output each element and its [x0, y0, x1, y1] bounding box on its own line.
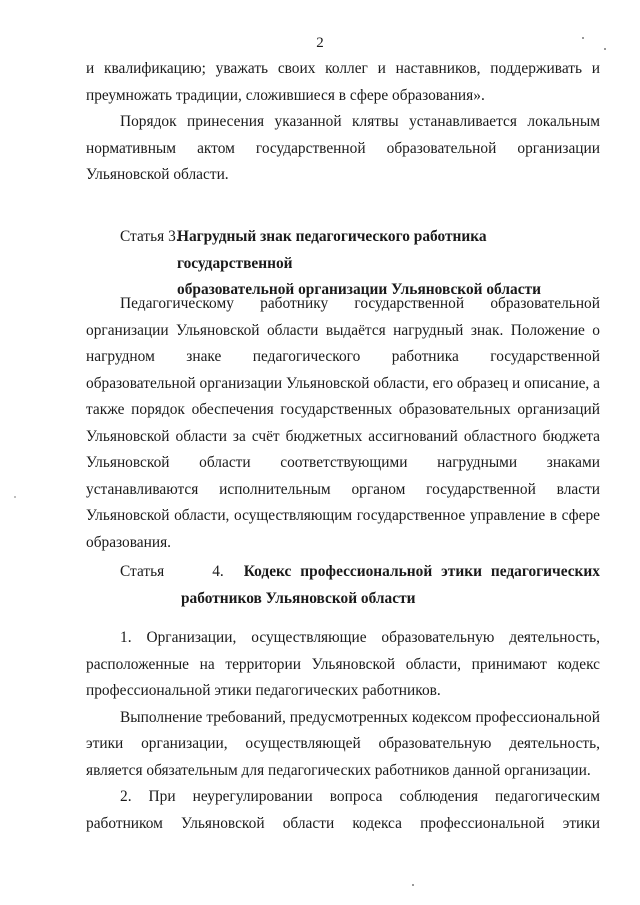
article-4-title-line-1: Кодекс профессиональной этики педагогических — [243, 563, 600, 580]
article-4-paragraph-3: 2. При неурегулировании вопроса соблюдения педагогическим работником Ульяновской области кодекса профессиональной этики — [86, 788, 600, 832]
scan-speck — [582, 37, 584, 39]
article-4-body — [86, 625, 600, 837]
article-4-paragraph-2: Выполнение требований, предусмотренных кодексом профессиональной этики организации, осуществляющей образовательную деятельность, является обязательным для педагогических работников данной организации. — [86, 708, 600, 779]
article-3-title-line-2: образовательной организации Ульяновской области — [177, 281, 541, 298]
article-4-number: 4. — [212, 563, 224, 580]
scan-speck — [604, 48, 606, 50]
article-3-title-line-1: Нагрудный знак педагогического работника государственной — [177, 228, 487, 272]
oath-continuation-paragraph: и квалификацию; уважать своих коллег и наставников, поддерживать и преумножать традиции, сложившиеся в сфере образования». — [86, 60, 600, 104]
scan-speck — [14, 496, 16, 498]
article-4-title-line-2: работников Ульяновской области — [181, 589, 416, 607]
article-4-heading — [86, 559, 600, 612]
article-4-paragraph-1: 1. Организации, осуществляющие образовательную деятельность, расположенные на территории Ульяновской области, принимают кодекс профессиональной этики педагогических работников. — [86, 629, 600, 699]
article-3-paragraph: Педагогическому работнику государственной образовательной организации Ульяновской области выдаётся нагрудный знак. Положение о нагрудном знаке педагогического работника государственной образовательной организации Ульяновской области, его образец и описание, а также порядок обеспечения государственных образовательных организаций Ульяновской области за счёт бюджетных ассигнований областного бюджета Ульяновской области соответствующими нагрудными знаками устанавливаются исполнительным органом государственной власти Ульяновской области, осуществляющим государственное управление в сфере образования. — [86, 295, 600, 551]
intro-text — [86, 56, 600, 189]
page-number: 2 — [316, 35, 324, 51]
article-3-body — [86, 291, 600, 556]
article-3-label: Статья 3. — [120, 228, 180, 245]
oath-procedure-paragraph: Порядок принесения указанной клятвы устанавливается локальным нормативным актом государственной образовательной организации Ульяновской области. — [86, 113, 600, 183]
article-4-label: Статья — [120, 563, 165, 580]
scan-speck — [412, 884, 414, 886]
